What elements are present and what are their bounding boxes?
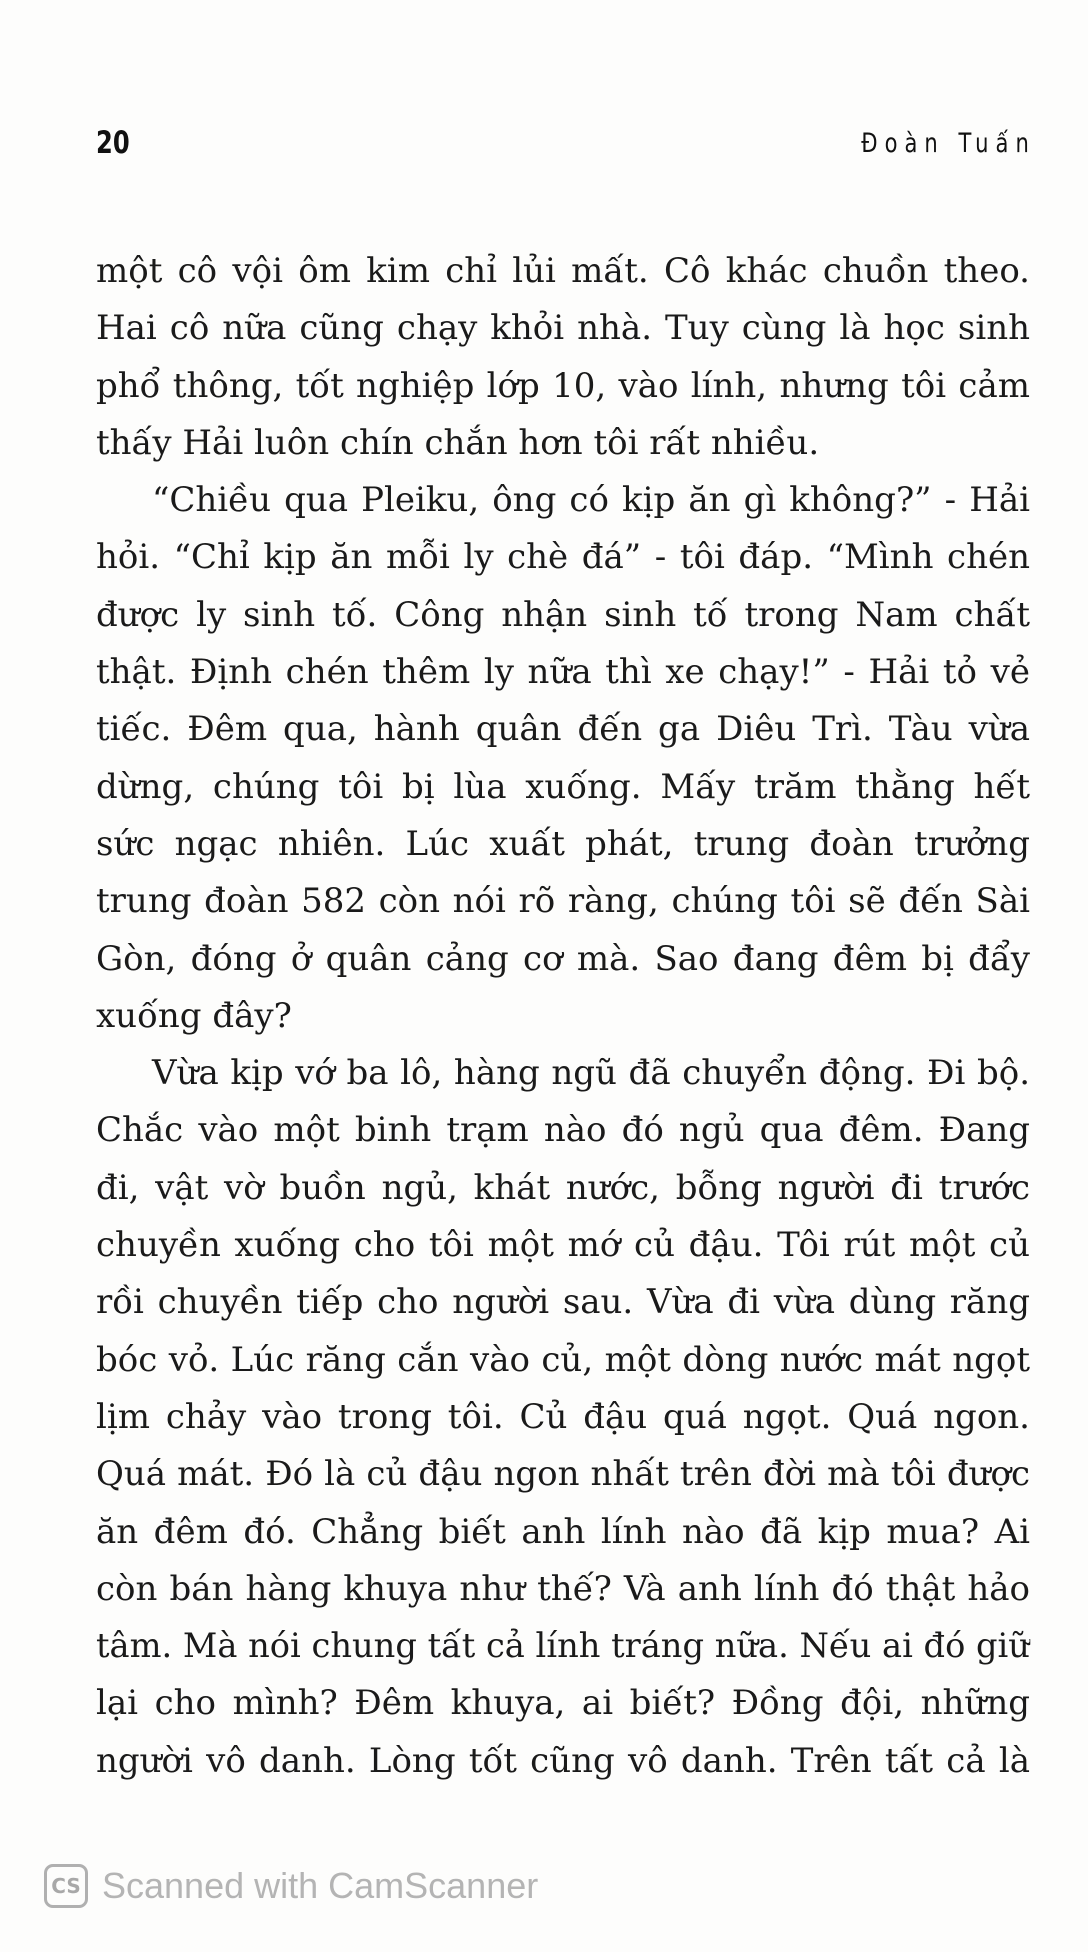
text-line: xuống đây? [96, 995, 292, 1036]
text-line: thật. Định chén thêm ly nữa thì xe chạy!” - Hải tỏ vẻ [96, 652, 1030, 693]
text-line: còn bán hàng khuya như thế? Và anh lính đó thật hảo [96, 1568, 1030, 1609]
text-line: tâm. Mà nói chung tất cả lính tráng nữa. Nếu ai đó giữ [96, 1626, 1030, 1667]
text-line: bóc vỏ. Lúc răng cắn vào củ, một dòng nước mát ngọt [96, 1339, 1030, 1380]
text-line: được ly sinh tố. Công nhận sinh tố trong Nam chất [96, 594, 1030, 635]
running-head: Đoàn Tuấn [861, 127, 1036, 159]
text-line: hỏi. “Chỉ kịp ăn mỗi ly chè đá” - tôi đáp. “Mình chén [96, 537, 1030, 578]
text-line: đi, vật vờ buồn ngủ, khát nước, bỗng người đi trước [96, 1167, 1030, 1208]
text-line: ăn đêm đó. Chẳng biết anh lính nào đã kịp mua? Ai [96, 1511, 1030, 1552]
text-line: thấy Hải luôn chín chắn hơn tôi rất nhiều. [96, 422, 820, 463]
text-line: chuyền xuống cho tôi một mớ củ đậu. Tôi rút một củ [96, 1225, 1030, 1266]
text-line: dừng, chúng tôi bị lùa xuống. Mấy trăm thằng hết [96, 766, 1030, 807]
text-line: Chắc vào một binh trạm nào đó ngủ qua đêm. Đang [96, 1110, 1030, 1151]
page-header [96, 118, 1036, 168]
camscanner-logo-icon: CS [44, 1864, 88, 1908]
text-line: lại cho mình? Đêm khuya, ai biết? Đồng đội, những [96, 1683, 1030, 1724]
body-text [96, 243, 1030, 1790]
watermark-text: Scanned with CamScanner [102, 1865, 539, 1906]
text-line: một cô vội ôm kim chỉ lủi mất. Cô khác chuồn theo. [96, 251, 1030, 291]
page-number: 20 [96, 125, 130, 161]
camscanner-watermark [44, 1864, 538, 1908]
text-line: Vừa kịp vớ ba lô, hàng ngũ đã chuyển động. Đi bộ. [152, 1053, 1030, 1094]
text-line: Hai cô nữa cũng chạy khỏi nhà. Tuy cùng là học sinh [96, 308, 1030, 349]
text-line: trung đoàn 582 còn nói rõ ràng, chúng tôi sẽ đến Sài [96, 881, 1030, 922]
text-line: phổ thông, tốt nghiệp lớp 10, vào lính, nhưng tôi cảm [96, 365, 1030, 406]
text-line: Gòn, đóng ở quân cảng cơ mà. Sao đang đêm bị đẩy [96, 938, 1030, 979]
text-line: lịm chảy vào trong tôi. Củ đậu quá ngọt. Quá ngon. [96, 1396, 1030, 1437]
text-line: Quá mát. Đó là củ đậu ngon nhất trên đời mà tôi được [96, 1454, 1030, 1495]
text-line: người vô danh. Lòng tốt cũng vô danh. Trên tất cả là [96, 1740, 1030, 1781]
text-line: tiếc. Đêm qua, hành quân đến ga Diêu Trì. Tàu vừa [96, 709, 1030, 750]
text-line: sức ngạc nhiên. Lúc xuất phát, trung đoàn trưởng [96, 823, 1030, 864]
text-line: rồi chuyền tiếp cho người sau. Vừa đi vừa dùng răng [96, 1282, 1030, 1323]
text-line: “Chiều qua Pleiku, ông có kịp ăn gì không?” - Hải [152, 480, 1030, 521]
